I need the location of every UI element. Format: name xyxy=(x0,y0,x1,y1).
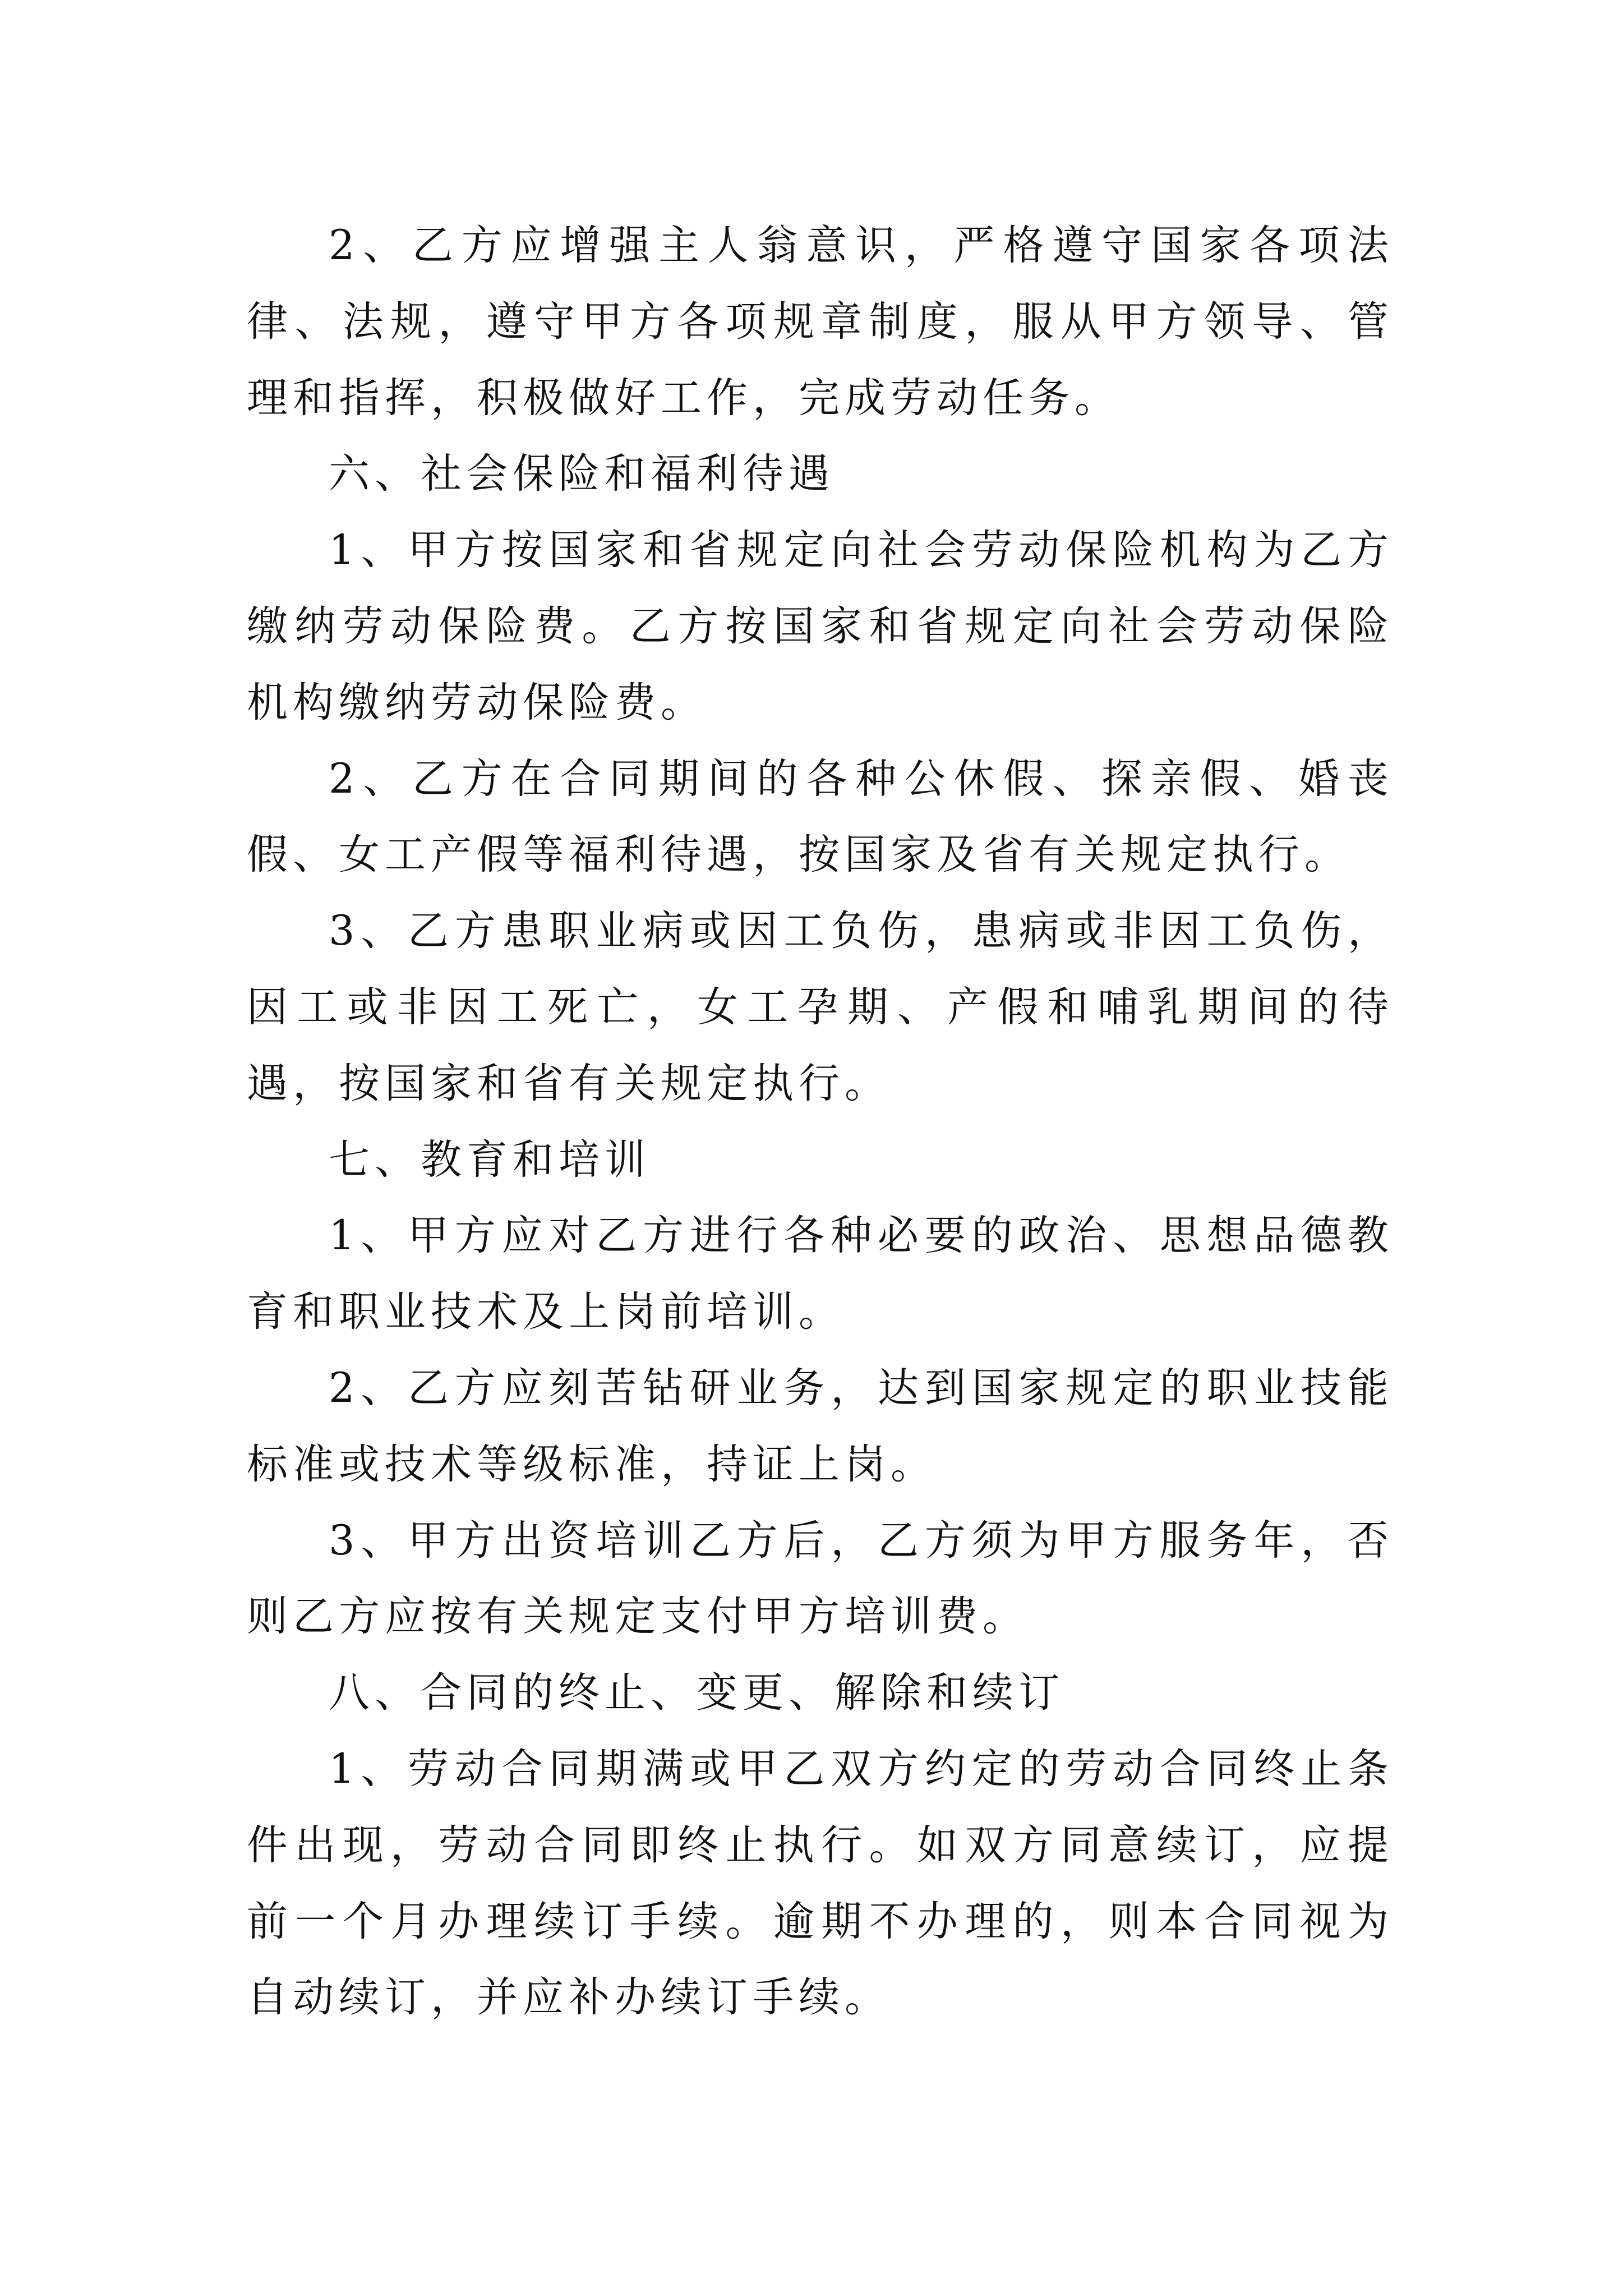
section-8-heading: 八、合同的终止、变更、解除和续订 xyxy=(329,1669,1064,1717)
clause-8-1: 1、劳动合同期满或甲乙双方约定的劳动合同终止条件出现，劳动合同即终止执行。如双方同意续订，应提前一个月办理续订手续。逾期不办理的，则本合同视为自动续订，并应补办续订手续。 xyxy=(247,1745,1394,2022)
section-7-heading: 七、教育和培训 xyxy=(329,1135,651,1184)
clause-6-3: 3、乙方患职业病或因工负伤，患病或非因工负伤，因工或非因工死亡，女工孕期、产假和哺乳期间的待遇，按国家和省有关规定执行。 xyxy=(247,907,1394,1107)
document-body xyxy=(247,208,1394,2036)
clause-7-1: 1、甲方应对乙方进行各种必要的政治、思想品德教育和职业技术及上岗前培训。 xyxy=(247,1212,1394,1336)
clause-5-2: 2、乙方应增强主人翁意识，严格遵守国家各项法律、法规，遵守甲方各项规章制度，服从甲方领导、管理和指挥，积极做好工作，完成劳动任务。 xyxy=(247,222,1394,422)
clause-7-2: 2、乙方应刻苦钻研业务，达到国家规定的职业技能标准或技术等级标准，持证上岗。 xyxy=(247,1364,1394,1488)
clause-6-1: 1、甲方按国家和省规定向社会劳动保险机构为乙方缴纳劳动保险费。乙方按国家和省规定向社会劳动保险机构缴纳劳动保险费。 xyxy=(247,526,1394,726)
clause-7-3: 3、甲方出资培训乙方后，乙方须为甲方服务年，否则乙方应按有关规定支付甲方培训费。 xyxy=(247,1516,1394,1641)
clause-6-2: 2、乙方在合同期间的各种公休假、探亲假、婚丧假、女工产假等福利待遇，按国家及省有关规定执行。 xyxy=(247,754,1394,879)
section-6-heading: 六、社会保险和福利待遇 xyxy=(329,450,834,498)
